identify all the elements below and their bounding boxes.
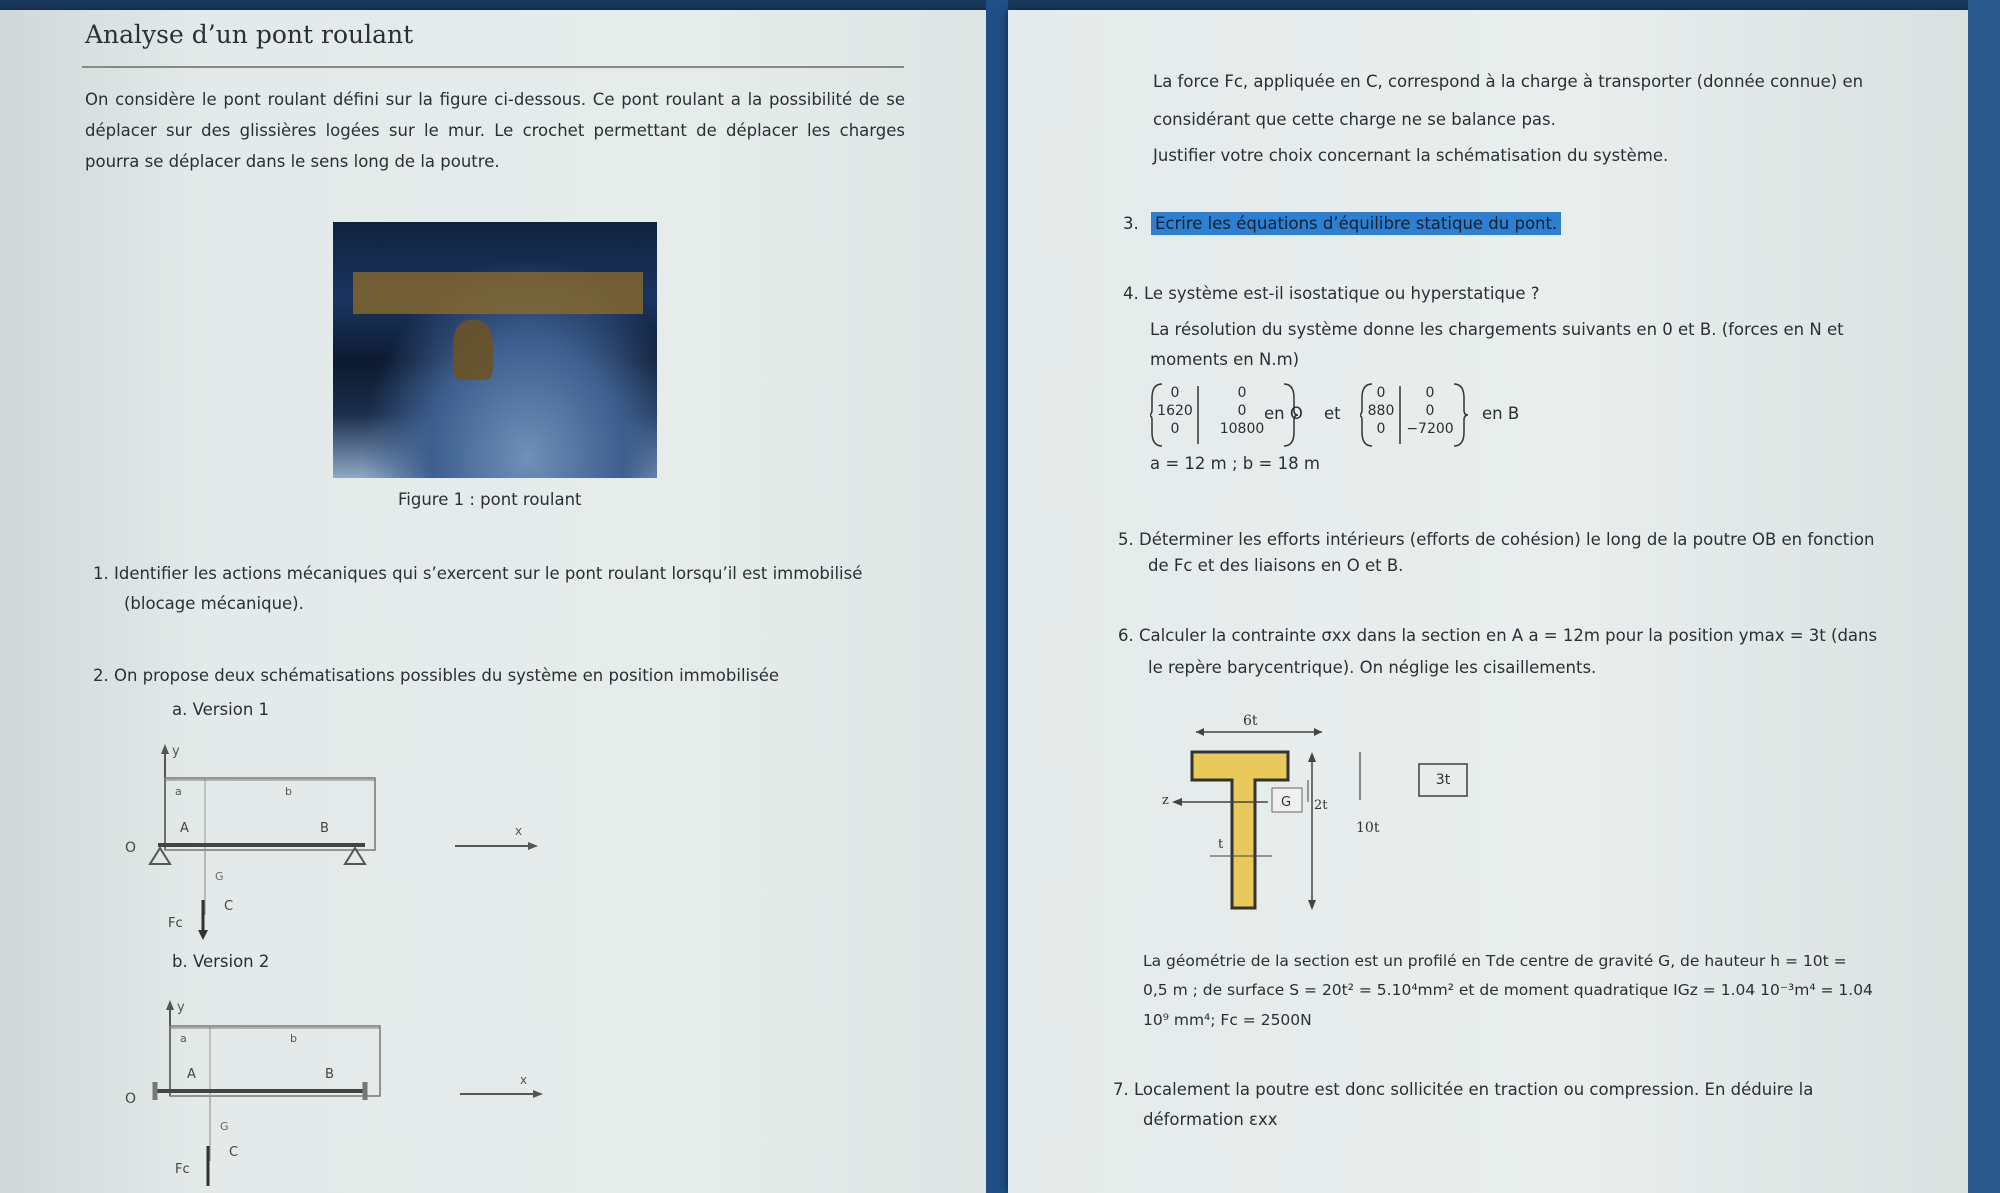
question-6-line-1: 6. Calculer la contrainte σxx dans la section en A a = 12m pour la position ymax = 3t (dans	[1118, 626, 1878, 645]
resolution-line-1: La résolution du système donne les chargements suivants en 0 et B. (forces en N et	[1150, 320, 1844, 339]
torsor-b-y: 880	[1367, 403, 1395, 419]
justify-line: Justifier votre choix concernant la schématisation du système.	[1153, 146, 1669, 165]
label-z: z	[1162, 793, 1169, 808]
question-1-line-1: 1. Identifier les actions mécaniques qui s’exercent sur le pont roulant lorsqu’il est immobilisé	[93, 564, 863, 583]
label-A: A	[180, 821, 189, 836]
force-fc-arrow	[198, 930, 208, 940]
torsor-b-l: 0	[1425, 385, 1435, 401]
dimensions-ab: a = 12 m ; b = 18 m	[1150, 454, 1320, 473]
torsor-b-x: 0	[1376, 385, 1386, 401]
question-5-line-2: de Fc et des liaisons en O et B.	[1148, 556, 1404, 575]
frame	[170, 1026, 380, 1096]
z-axis-arrow	[1172, 798, 1182, 806]
version-1-diagram	[120, 740, 560, 940]
question-5-line-1: 5. Déterminer les efforts intérieurs (efforts de cohésion) le long de la poutre OB en fonction	[1118, 530, 1875, 549]
geometry-line-3: 10⁹ mm⁴; Fc = 2500N	[1143, 1011, 1312, 1029]
label-et: et	[1324, 404, 1341, 423]
selected-text-highlight[interactable]: Ecrire les équations d’équilibre statique du pont.	[1151, 212, 1561, 235]
label-Fc: Fc	[168, 916, 183, 931]
fc-line-2: considérant que cette charge ne se balance pas.	[1153, 110, 1556, 129]
question-3-text	[1151, 208, 1561, 240]
y-axis-arrow	[161, 744, 169, 754]
window-edge	[1968, 0, 2000, 1193]
question-6-line-2: le repère barycentrique). On néglige les cisaillements.	[1148, 658, 1597, 677]
label-B: B	[325, 1067, 334, 1082]
crane-photo	[333, 222, 657, 478]
width-arrow-left	[1196, 728, 1204, 736]
label-t: t	[1218, 837, 1224, 852]
question-7-line-2: déformation εxx	[1143, 1110, 1278, 1129]
version-1-label: a. Version 1	[172, 700, 270, 719]
geometry-line-1: La géométrie de la section est un profilé en Tde centre de gravité G, de hauteur h = 10t =	[1143, 952, 1847, 970]
label-en-b: en B	[1482, 404, 1520, 423]
label-y: y	[177, 1000, 185, 1015]
crane-beam-shape	[353, 272, 643, 314]
label-G: G	[215, 870, 224, 883]
question-4: 4. Le système est-il isostatique ou hyperstatique ?	[1123, 284, 1540, 303]
version-2-diagram	[125, 996, 565, 1191]
label-2t: 2t	[1314, 798, 1328, 813]
crane-grab-shape	[453, 320, 493, 380]
question-3-number: 3.	[1123, 214, 1139, 233]
ymax-3t-box: 3t	[1418, 763, 1468, 797]
figure-caption: Figure 1 : pont roulant	[398, 490, 582, 509]
page-title: Analyse d’un pont roulant	[85, 20, 414, 49]
intro-paragraph: On considère le pont roulant défini sur la figure ci-dessous. Ce pont roulant a la possibilité de se déplacer sur des glissières logées sur le mur. Le crochet permettant de déplacer les charges pourra se déplacer dans le sens long de la poutre.	[85, 90, 905, 171]
frame	[165, 778, 375, 850]
label-A: A	[187, 1067, 196, 1082]
label-en-o: en O	[1264, 404, 1303, 423]
torsor-o-x: 0	[1170, 385, 1180, 401]
torsor-o-z: 0	[1170, 421, 1180, 437]
torsor-o-m: 0	[1237, 403, 1247, 419]
geometry-line-2: 0,5 m ; de surface S = 20t² = 5.10⁴mm² et de moment quadratique IGz = 1.04 10⁻³m⁴ = 1.04	[1143, 981, 1873, 999]
label-6t: 6t	[1243, 713, 1258, 729]
question-1-line-2: (blocage mécanique).	[124, 594, 304, 613]
label-Fc: Fc	[175, 1162, 190, 1177]
question-2: 2. On propose deux schématisations possibles du système en position immobilisée	[93, 666, 780, 685]
resolution-line-2: moments en N.m)	[1150, 350, 1300, 369]
label-x: x	[520, 1073, 528, 1087]
label-x: x	[515, 824, 523, 838]
page-gutter	[986, 0, 1008, 1193]
fc-line-1: La force Fc, appliquée en C, correspond à la charge à transporter (donnée connue) en	[1153, 72, 1864, 91]
torsor-b-n: −7200	[1406, 421, 1454, 437]
x-axis-arrow	[528, 842, 538, 850]
label-C: C	[224, 899, 234, 914]
torsor-o-n: 10800	[1219, 421, 1265, 437]
version-2-label: b. Version 2	[172, 952, 270, 971]
label-b: b	[290, 1032, 297, 1045]
label-a: a	[180, 1032, 187, 1045]
y-axis-arrow	[166, 1000, 174, 1010]
label-C: C	[229, 1145, 239, 1160]
width-arrow-right	[1314, 728, 1322, 736]
torsor-b-m: 0	[1425, 403, 1435, 419]
torsor-o-y: 1620	[1157, 403, 1193, 419]
label-G: G	[1281, 795, 1292, 810]
label-G: G	[220, 1120, 229, 1133]
question-7-line-1: 7. Localement la poutre est donc sollicitée en traction ou compression. En déduire la	[1113, 1080, 1814, 1099]
title-rule	[82, 66, 904, 68]
torsor-b-z: 0	[1376, 421, 1386, 437]
label-a: a	[175, 785, 182, 798]
t-section-figure	[1160, 700, 1400, 920]
height-arrow-top	[1308, 752, 1316, 762]
t-profile	[1192, 752, 1288, 908]
height-arrow-bottom	[1308, 900, 1316, 910]
label-b: b	[285, 785, 292, 798]
label-O: O	[125, 840, 137, 856]
label-B: B	[320, 821, 329, 836]
label-10t: 10t	[1356, 820, 1380, 836]
x-axis-arrow	[533, 1090, 543, 1098]
label-O: O	[125, 1091, 137, 1107]
torsor-o-l: 0	[1237, 385, 1247, 401]
label-y: y	[172, 744, 180, 759]
